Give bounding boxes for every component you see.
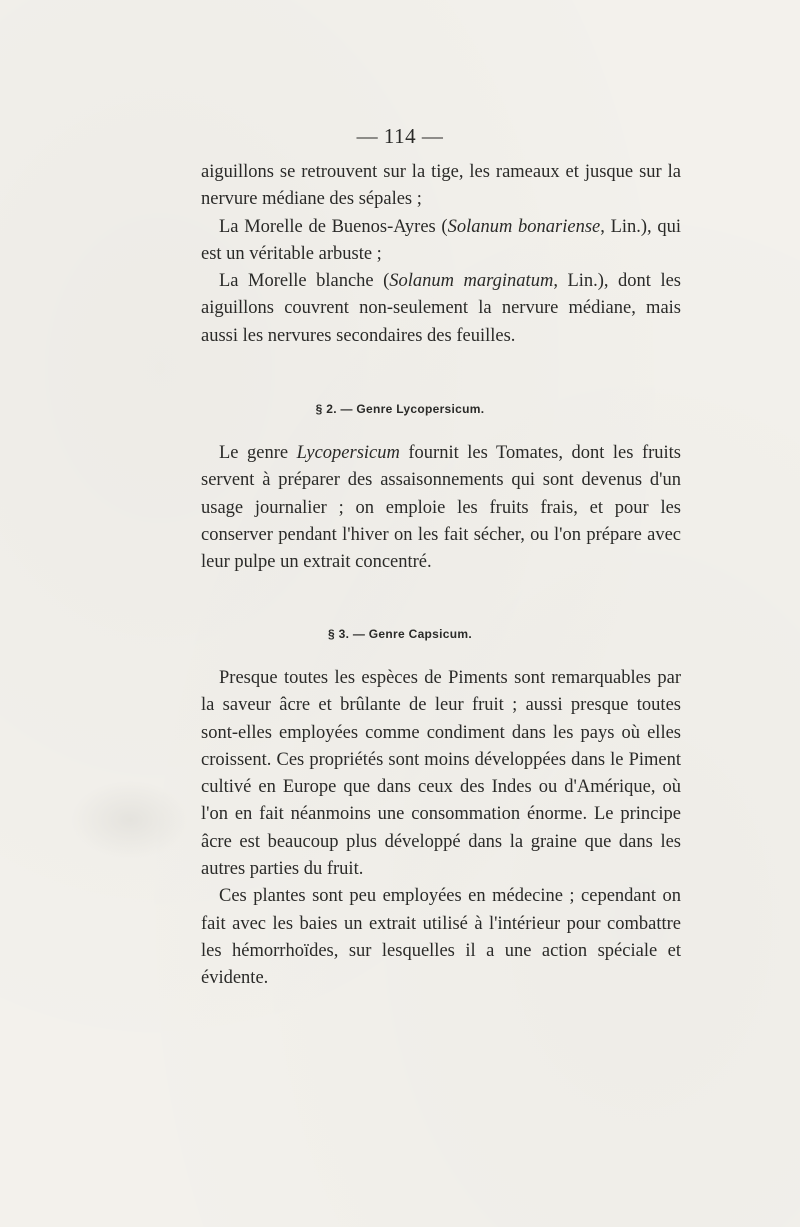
section-heading-lycopersicum: § 2. — Genre Lycopersicum. (315, 402, 485, 416)
text-block-solanum (201, 159, 681, 350)
paper-stain (70, 780, 190, 860)
paragraph-tomates: Le genre Lycopersicum fournit les Tomates, dont les fruits servent à préparer des assaisonnements qui sont devenus d'un usage journalier ; on emploie les fruits frais, et pour les conserver pendant l'hiver on les fait sécher, ou l'on prépare avec leur pulpe un extrait concentré. (201, 443, 681, 573)
page-number: — 114 — (356, 124, 444, 148)
section-heading-capsicum: § 3. — Genre Capsicum. (328, 627, 472, 641)
text-block-lycopersicum (201, 440, 681, 576)
paragraph-piments: Presque toutes les espèces de Piments sont remarquables par la saveur âcre et brûlante de leur fruit ; aussi presque toutes sont-elles employées comme condiment dans les pays où elles croissent. Ces propriétés sont moins développées dans le Piment cultivé en Europe que dans ceux des Indes ou d'Amérique, où l'on en fait néanmoins une consommation énorme. Le principe âcre est beaucoup plus développé dans la graine que dans les autres parties du fruit. (201, 668, 681, 880)
paragraph-medecine: Ces plantes sont peu employées en médecine ; cependant on fait avec les baies un extrait utilisé à l'intérieur pour combattre les hémorrhoïdes, sur lesquelles il a une action spéciale et évidente. (201, 886, 681, 989)
paragraph-aiguillons: aiguillons se retrouvent sur la tige, les rameaux et jusque sur la nervure médiane des sépales ; (201, 162, 681, 210)
paragraph-morelle-buenos-ayres: La Morelle de Buenos-Ayres (Solanum bonariense, Lin.), qui est un véritable arbuste ; (201, 216, 681, 264)
text-block-capsicum (201, 665, 681, 993)
paragraph-morelle-blanche: La Morelle blanche (Solanum marginatum, Lin.), dont les aiguillons couvrent non-seulement la nervure médiane, mais aussi les nervures secondaires des feuilles. (201, 271, 681, 346)
